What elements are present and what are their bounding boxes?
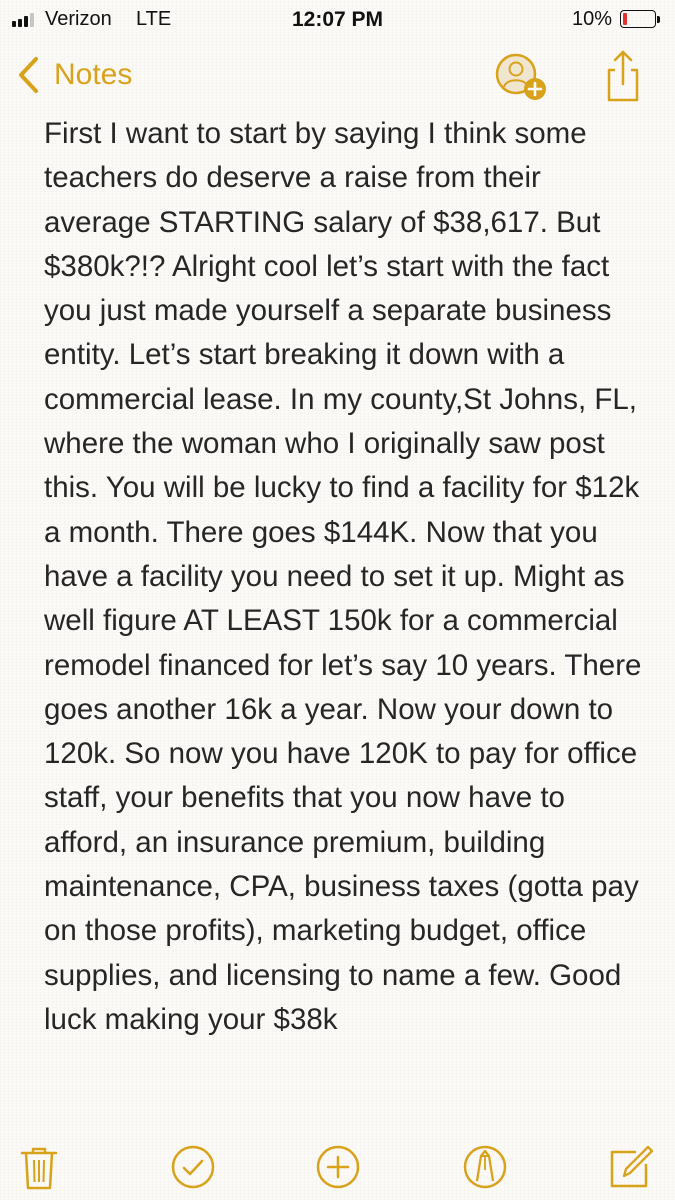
navigation-bar xyxy=(0,40,675,110)
battery-icon xyxy=(620,10,662,30)
compose-icon xyxy=(606,1142,656,1192)
chevron-left-icon xyxy=(16,55,42,95)
battery-percent: 10% xyxy=(571,8,612,30)
share-button[interactable] xyxy=(600,46,646,106)
delete-button[interactable] xyxy=(14,1142,64,1192)
add-person-button[interactable] xyxy=(490,50,556,102)
network-type: LTE xyxy=(136,8,172,30)
clock: 12:07 PM xyxy=(291,8,384,31)
status-bar xyxy=(0,0,675,40)
add-person-icon xyxy=(490,50,556,102)
add-attachment-button[interactable] xyxy=(313,1142,363,1192)
back-to-notes-button[interactable] xyxy=(16,52,132,98)
carrier-name: Verizon xyxy=(45,8,112,30)
note-body[interactable]: First I want to start by saying I think some teachers do deserve a raise from their average STARTING salary of $38,617. But $380k?!? Alright cool let’s start with the fact you just made yourself a separate business entity. Let’s start breaking it down with a commercial lease. In my county,St Johns, FL, where the woman who I originally saw post this. You will be lucky to find a facility for $12k a month. There goes $144K. Now that you have a facility you need to set it up. Might as well figure AT LEAST 150k for a commercial remodel financed for let’s say 10 years. There goes another 16k a year. Now your down to 120k. So now you have 120K to pay for office staff, your benefits that you now have to afford, an insurance premium, building maintenance, CPA, business taxes (gotta pay on those profits), marketing budget, office supplies, and licensing to name a few. Good luck making your $38k xyxy=(44,117,642,1036)
back-button-label: Notes xyxy=(54,58,133,91)
share-icon xyxy=(600,46,646,106)
sketch-icon xyxy=(460,1142,510,1192)
add-icon xyxy=(313,1142,363,1192)
bottom-toolbar xyxy=(0,1134,675,1200)
checklist-button[interactable] xyxy=(168,1142,218,1192)
checklist-icon xyxy=(168,1142,218,1192)
sketch-button[interactable] xyxy=(460,1142,510,1192)
trash-icon xyxy=(14,1142,64,1192)
compose-button[interactable] xyxy=(606,1142,656,1192)
